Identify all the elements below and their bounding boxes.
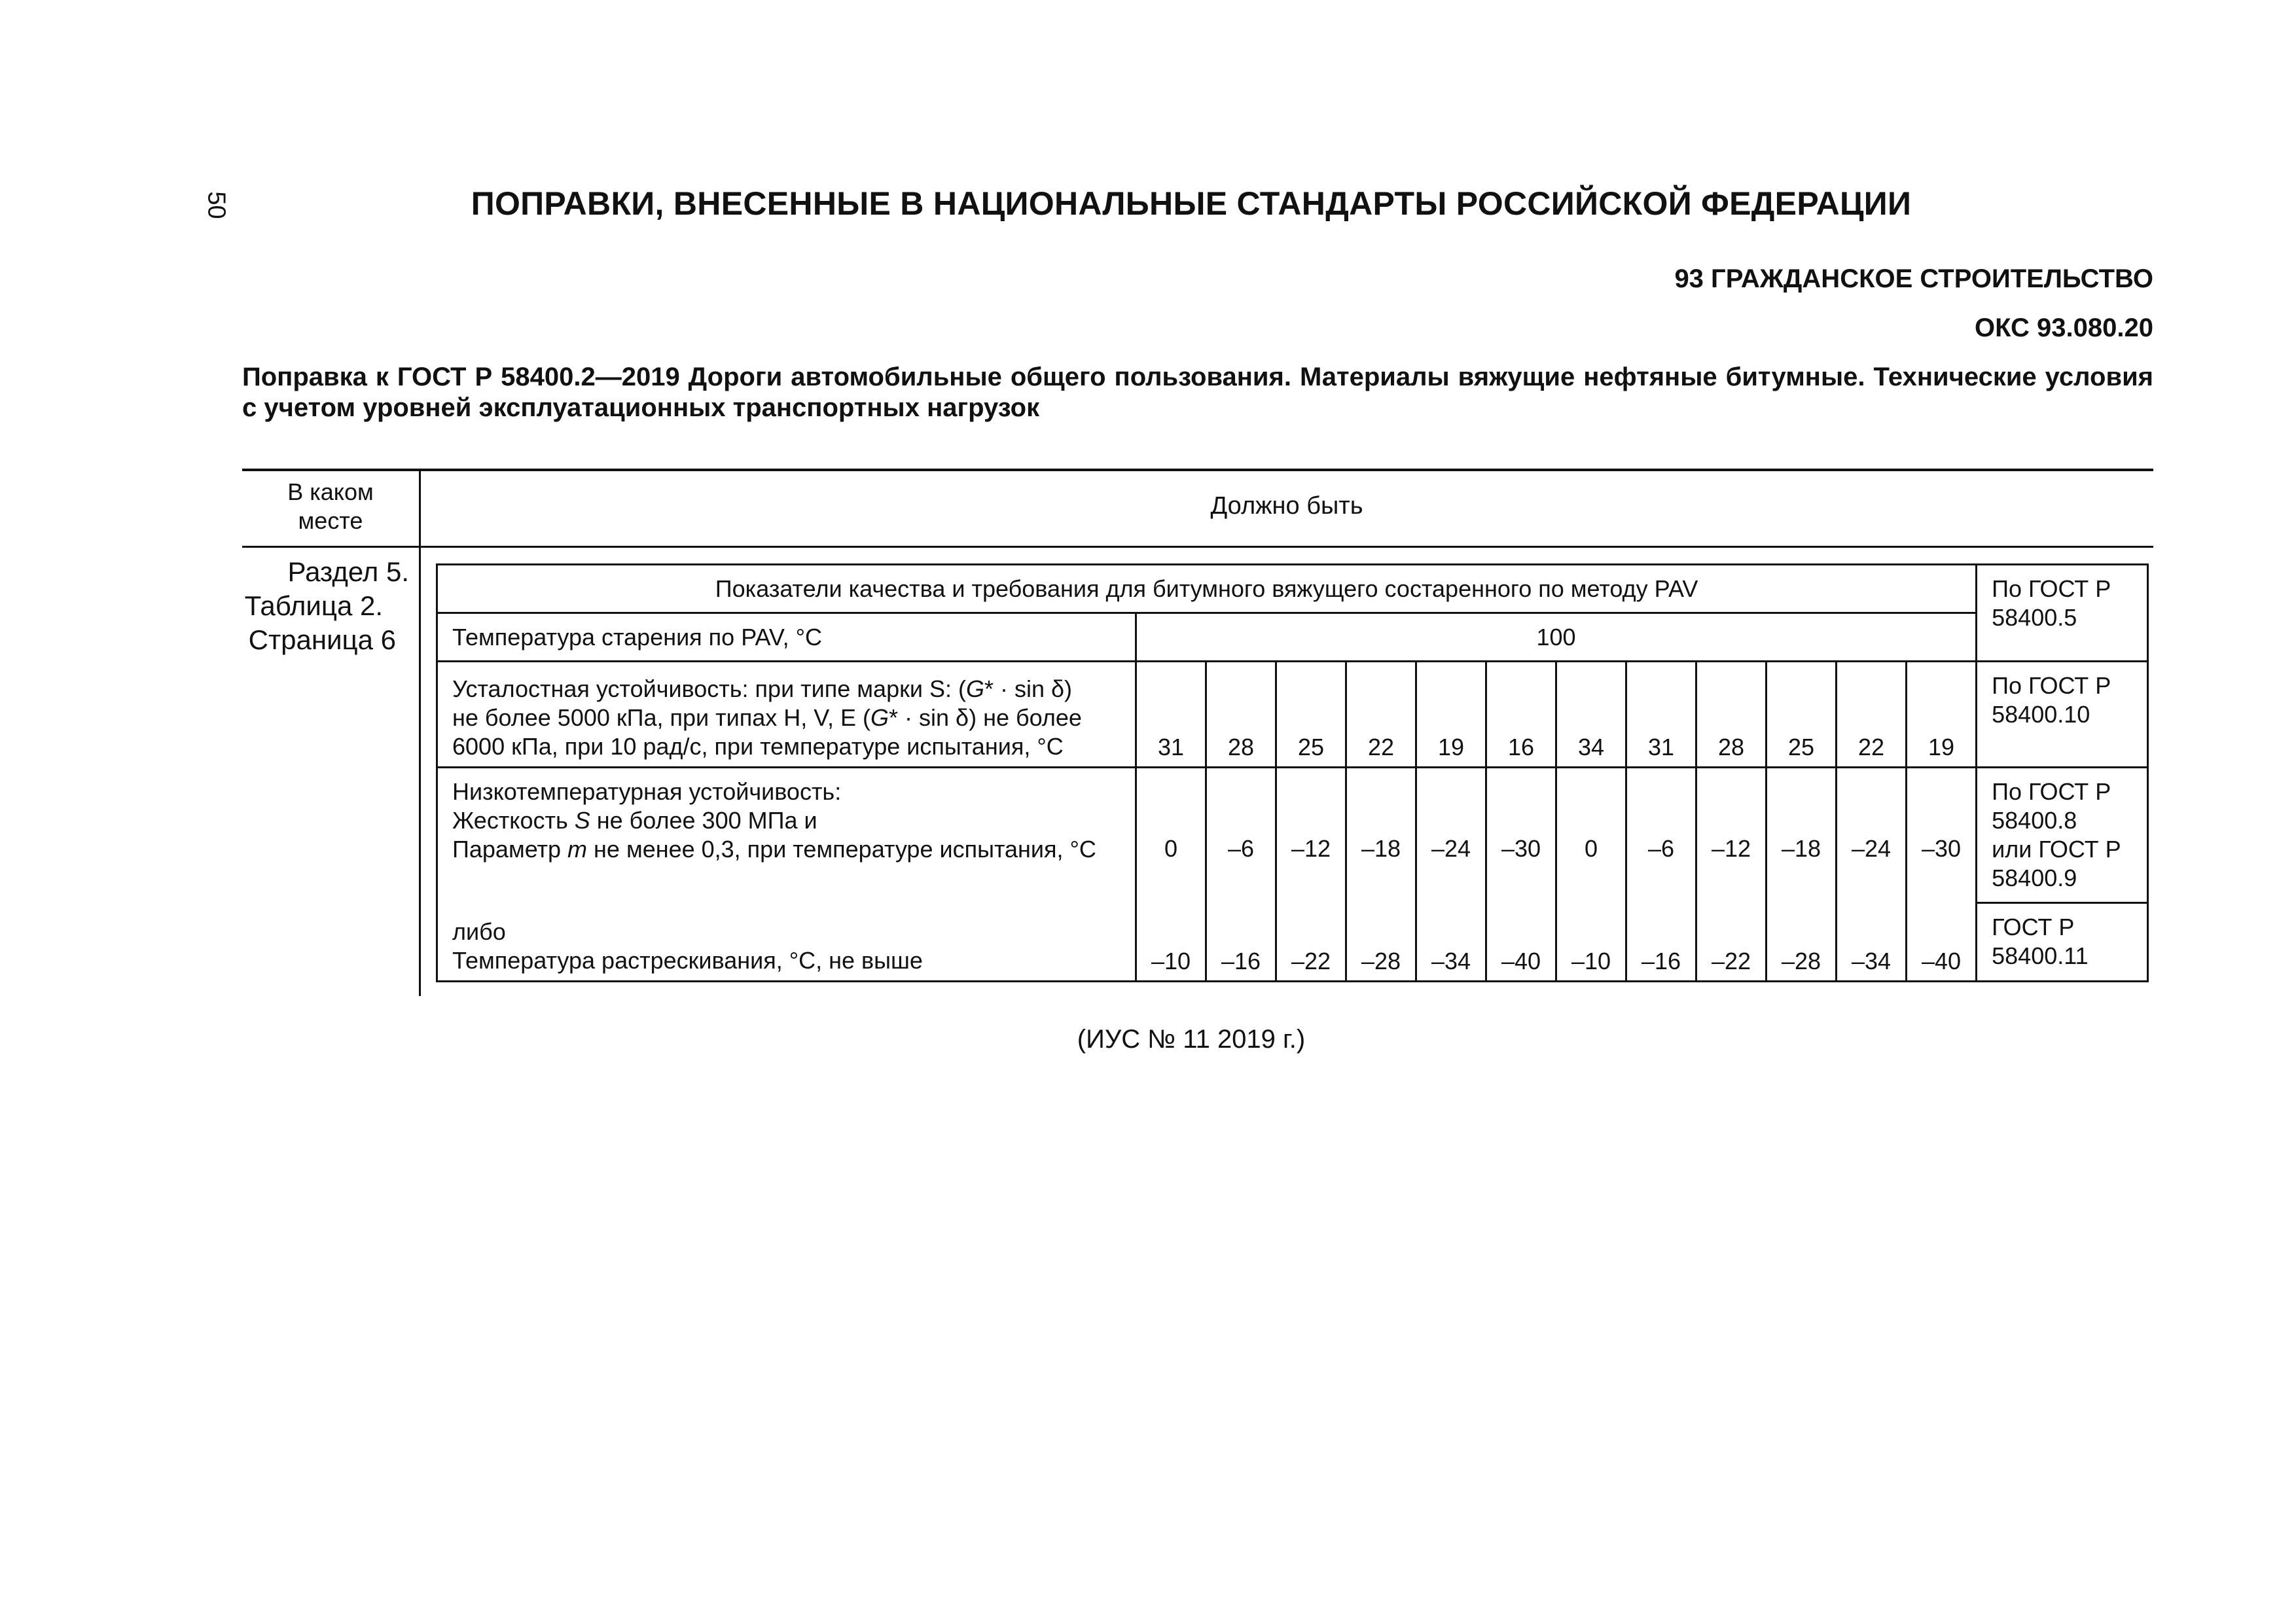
lowtemp-value: –12 [1711, 835, 1751, 862]
crack-value-cell: –40 [1907, 903, 1977, 982]
ref-line: 58400.11 [1992, 942, 2089, 969]
lowtemp-value-cell [1767, 768, 1837, 903]
lowtemp-label-line1: Низкотемпературная устойчивость: [452, 778, 842, 805]
ref-line: По ГОСТ Р [1992, 672, 2111, 699]
ref-cell-gost-58400-10 [1977, 662, 2148, 768]
column-header-place [242, 478, 419, 535]
main-title: ПОПРАВКИ, ВНЕСЕННЫЕ В НАЦИОНАЛЬНЫЕ СТАНДАРТЫ РОССИЙСКОЙ ФЕДЕРАЦИИ [471, 185, 1912, 222]
fatigue-value-cell: 19 [1416, 662, 1486, 768]
lowtemp-value-cell [1486, 768, 1556, 903]
lowtemp-value: –30 [1922, 835, 1962, 862]
fatigue-label-cell [437, 662, 1136, 768]
crack-label-line1: либо [452, 918, 506, 945]
oks-code: ОКС 93.080.20 [1975, 313, 2153, 342]
table-top-rule [242, 469, 2153, 471]
crack-value-cell: –22 [1696, 903, 1767, 982]
table-row [437, 662, 2148, 768]
table-header-rule [242, 546, 2153, 548]
ius-reference: (ИУС № 11 2019 г.) [1077, 1025, 1306, 1054]
crack-value-cell: –16 [1206, 903, 1276, 982]
lowtemp-value-cell [1206, 768, 1276, 903]
fatigue-label-line2: не более 5000 кПа, при типах H, V, E (G* · sin δ) не более [452, 704, 1082, 731]
ref-line: По ГОСТ Р [1992, 778, 2111, 805]
amendment-title: Поправка к ГОСТ Р 58400.2—2019 Дороги автомобильные общего пользования. Материалы вяжущие нефтяные битумные. Технические условия с учетом уровней эксплуатационных транспортных нагрузок [242, 363, 2153, 422]
lowtemp-value-cell [1276, 768, 1346, 903]
ref-line: или ГОСТ Р [1992, 836, 2121, 863]
crack-value-cell: –10 [1556, 903, 1626, 982]
lowtemp-value: –24 [1851, 835, 1892, 862]
table-header-cell: Показатели качества и требования для битумного вяжущего состаренного по методу PAV [437, 565, 1977, 613]
lowtemp-value-cell [1556, 768, 1626, 903]
column-header-should-be: Должно быть [1210, 492, 1363, 520]
lowtemp-value: –6 [1227, 835, 1255, 862]
fatigue-value-cell: 16 [1486, 662, 1556, 768]
ref-cell-gost-58400-5 [1977, 565, 2148, 662]
lowtemp-value: 0 [1164, 835, 1178, 862]
table-row [437, 613, 2148, 662]
location-cell [242, 555, 409, 657]
fatigue-value-cell: 28 [1206, 662, 1276, 768]
crack-value-cell: –40 [1486, 903, 1556, 982]
fatigue-value-cell: 31 [1626, 662, 1696, 768]
lowtemp-label-line3: Параметр m не менее 0,3, при температуре испытания, °С [452, 836, 1096, 863]
fatigue-value-cell: 34 [1556, 662, 1626, 768]
ref-line: 58400.8 [1992, 807, 2077, 834]
crack-value-cell: –28 [1346, 903, 1416, 982]
stiffness-label: Жесткость S не более 300 МПа и [452, 807, 817, 834]
lowtemp-value-cell [1837, 768, 1907, 903]
page-number: 50 [202, 191, 230, 219]
column-header-place-line2: месте [298, 507, 363, 534]
table-column-divider [419, 469, 421, 996]
crack-value-cell: –34 [1416, 903, 1486, 982]
crack-value-cell: –34 [1837, 903, 1907, 982]
lowtemp-value-cell [1346, 768, 1416, 903]
lowtemp-value-cell [1907, 768, 1977, 903]
fatigue-label-line1: Усталостная устойчивость: при типе марки S: (G* · sin δ) [452, 675, 1073, 702]
requirements-table [436, 563, 2149, 982]
lowtemp-value: 0 [1584, 835, 1598, 862]
lowtemp-value: –12 [1291, 835, 1331, 862]
crack-value-cell: –22 [1276, 903, 1346, 982]
table-row [437, 565, 2148, 613]
lowtemp-value-cell [1626, 768, 1696, 903]
fatigue-value-cell: 19 [1907, 662, 1977, 768]
fatigue-value-cell: 31 [1136, 662, 1206, 768]
crack-value-cell: –28 [1767, 903, 1837, 982]
location-line1: Раздел 5. [287, 556, 409, 587]
fatigue-value-cell: 28 [1696, 662, 1767, 768]
fatigue-value-cell: 25 [1276, 662, 1346, 768]
column-header-place-line1: В каком [287, 478, 374, 505]
aging-label-cell: Температура старения по PAV, °С [437, 613, 1136, 662]
location-line3: Страница 6 [248, 624, 396, 655]
lowtemp-value: –24 [1431, 835, 1471, 862]
fatigue-value-cell: 25 [1767, 662, 1837, 768]
fatigue-label-line3: 6000 кПа, при 10 рад/с, при температуре испытания, °С [452, 733, 1064, 760]
table-row [437, 903, 2148, 982]
lowtemp-value: –30 [1501, 835, 1541, 862]
ref-line: 58400.10 [1992, 701, 2090, 728]
crack-value-cell: –16 [1626, 903, 1696, 982]
crack-label-line2: Температура растрескивания, °С, не выше [452, 947, 923, 974]
ref-line: 58400.5 [1992, 604, 2077, 631]
fatigue-value-cell: 22 [1346, 662, 1416, 768]
lowtemp-value-cell [1136, 768, 1206, 903]
aging-value-cell: 100 [1136, 613, 1977, 662]
lowtemp-value-cell [1416, 768, 1486, 903]
ref-line: 58400.9 [1992, 865, 2077, 891]
lowtemp-value: –18 [1781, 835, 1821, 862]
ref-cell-gost-58400-11 [1977, 903, 2148, 982]
crack-value-cell: –10 [1136, 903, 1206, 982]
lowtemp-value-cell [1696, 768, 1767, 903]
ref-line: ГОСТ Р [1992, 914, 2075, 940]
ref-line: По ГОСТ Р [1992, 575, 2111, 602]
table-row [437, 768, 2148, 903]
fatigue-value-cell: 22 [1837, 662, 1907, 768]
lowtemp-label-line2 [452, 806, 1121, 835]
ref-cell-gost-58400-8-9 [1977, 768, 2148, 903]
crack-label-cell [437, 903, 1136, 982]
location-line2: Таблица 2. [244, 590, 383, 621]
lowtemp-label-cell [437, 768, 1136, 903]
lowtemp-value: –18 [1361, 835, 1401, 862]
section-heading: 93 ГРАЖДАНСКОЕ СТРОИТЕЛЬСТВО [1674, 264, 2153, 293]
lowtemp-value: –6 [1647, 835, 1675, 862]
